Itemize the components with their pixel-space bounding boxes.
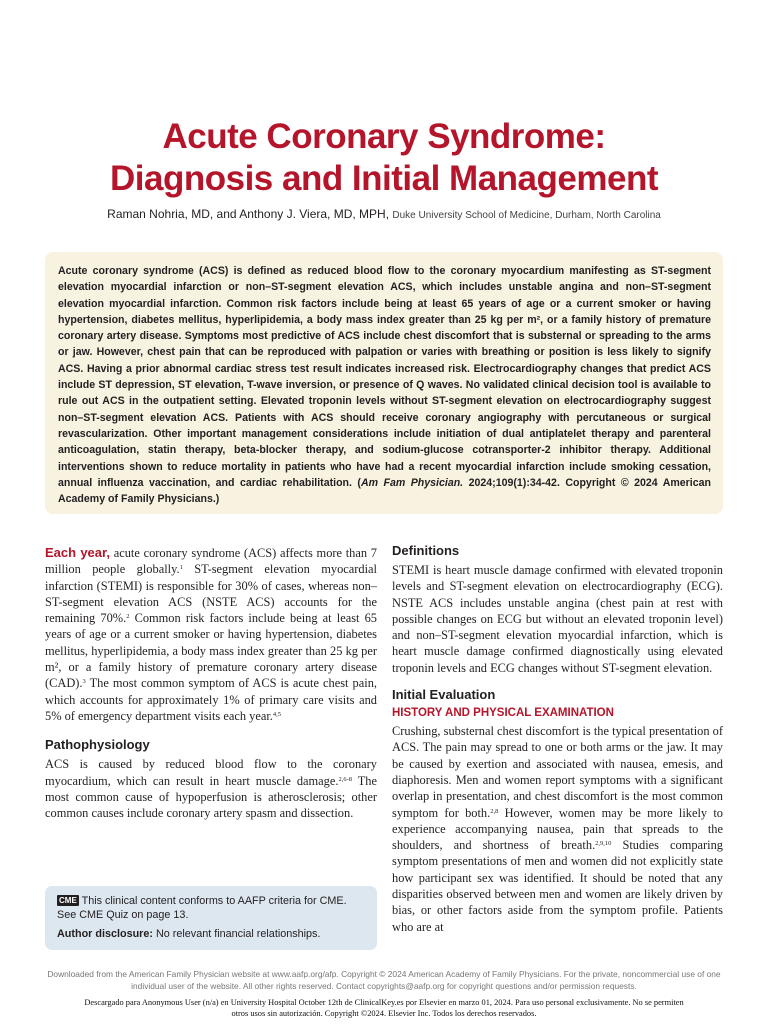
cme-badge: CME: [59, 896, 77, 905]
history-ref-2: 2,9,10: [595, 840, 612, 848]
abstract-text: Acute coronary syndrome (ACS) is defined as reduced blood flow to the coronary myocardium manifesting as ST-segment elevation myocardial infarction or non–ST-segment elevation ACS, which includes unstable angina and non–ST-segment elevation myocardial infarction. Common risk factors include being at least 65 years of age or a current smoker or having hypertension, diabetes mellitus, hyperlipidemia, a body mass index greater than 25 kg per m², or a family history of premature coronary artery disease. Symptoms most predictive of ACS include chest discomfort that is substernal or spreading to the arms or jaw. However, chest pain that can be reproduced with palpation or varies with breathing or position is less likely to signify ACS. Having a prior abnormal cardiac stress test result indicates increased risk. Electrocardiography changes that predict ACS include ST depression, ST elevation, T-wave inversion, or presence of Q waves. No validated clinical decision tool is available to rule out ACS in the outpatient setting. Elevated troponin levels without ST-segment elevation on electrocardiography suggest non–ST-segment elevation ACS. Patients with ACS should receive coronary angiography with percutaneous or surgical revascularization. Other important management considerations include initiation of dual antiplatelet therapy and parenteral anticoagulation, statin therapy, beta-blocker therapy, and sodium-glucose cotransporter-2 inhibitor therapy. Additional interventions shown to reduce mortality in patients who have had a recent myocardial infarction include smoking cessation, annual influenza vaccination, and cardiac rehabilitation. (: [58, 265, 711, 489]
cme-text: This clinical content conforms to AAFP criteria for CME. See CME Quiz on page 13.: [57, 895, 347, 922]
pathophysiology-paragraph: [45, 756, 377, 821]
definitions-heading: Definitions: [392, 543, 460, 558]
cme-statement: [57, 894, 365, 923]
abstract-journal: Am Fam Physician.: [360, 476, 464, 489]
pathophysiology-text-2: The most common cause of hypoperfusion is atherosclerosis; other common causes include coronary artery spasm and dissection.: [45, 773, 377, 821]
history-subheading: HISTORY AND PHYSICAL EXAMINATION: [392, 707, 614, 720]
abstract-citation: 2024;109(1):34-42. Copyright © 2024 American Academy of Family Physicians.): [58, 476, 711, 506]
disclosure-text: No relevant financial relationships.: [152, 927, 321, 940]
download-notice: Descargado para Anonymous User (n/a) en University Hospital October 12th de ClinicalKey.es por Elsevier en marzo 01, 2024. Para uso personal exclusivamente. No se permiten otros usos sin autorización. Copyright ©2024. Elsevier Inc. Todos los derechos reservados.: [84, 998, 684, 1018]
cme-box: [45, 886, 377, 950]
author-affiliation: Duke University School of Medicine, Durham, North Carolina: [392, 210, 661, 221]
history-paragraph: [392, 723, 723, 935]
article-title: [0, 116, 768, 200]
intro-ref-1: 1: [179, 564, 183, 572]
history-text-1: Crushing, substernal chest discomfort is the typical presentation of ACS. The pain may spread to one or both arms or the jaw. It may be caused by exertion and associated with nausea, emesis, and diaphoresis. Men and women report symptoms with a significant overlap in presentation, and chest discomfort is the most common symptom for both.: [392, 724, 723, 820]
intro-text-4: The most common symptom of ACS is acute chest pain, which accounts for approximately 1% of primary care visits and 5% of emergency department visits each year.: [45, 676, 377, 723]
history-text-2: However, women may be more likely to experience accompanying nausea, pain that spreads to the shoulders, and shortness of breath.: [392, 805, 723, 853]
right-column: [392, 543, 723, 935]
pathophysiology-text-1: ACS is caused by reduced blood flow to the coronary myocardium, which can result in heart muscle damage.: [45, 757, 377, 788]
author-names: Raman Nohria, MD, and Anthony J. Viera, MD, MPH,: [107, 207, 390, 221]
intro-text-2: ST-segment elevation myocardial infarction (STEMI) is responsible for 30% of cases, whereas non–ST-segment elevation ACS (NSTE ACS) accounts for the remaining 70%.: [45, 562, 377, 626]
intro-paragraph: [45, 545, 377, 724]
disclosure-label: Author disclosure:: [57, 927, 153, 940]
pathophysiology-ref-1: 2,6-8: [338, 775, 352, 783]
intro-ref-4: 4,5: [272, 710, 282, 718]
title-line-1: Acute Coronary Syndrome:: [162, 117, 606, 156]
intro-lead: Each year,: [45, 545, 110, 560]
copyright-footer: Downloaded from the American Family Physician website at www.aafp.org/afp. Copyright © 2024 American Academy of Family Physicians. For the private, noncommercial use of one individual user of the website. All other rights reserved. Contact copyrights@aafp.org for copyright questions and/or permission requests.: [47, 969, 721, 991]
intro-ref-3: 3: [82, 678, 86, 686]
intro-text-3: Common risk factors include being at least 65 years of age or a current smoker or having hypertension, diabetes mellitus, hyperlipidemia, a body mass index greater than 25 kg per m², or a family history of premature coronary artery disease (CAD).: [45, 611, 377, 691]
intro-text-1: acute coronary syndrome (ACS) affects more than 7 million people globally.: [45, 546, 378, 577]
author-disclosure: [57, 927, 365, 941]
abstract-box: [45, 252, 723, 514]
intro-ref-2: 2: [126, 613, 130, 621]
title-line-2: Diagnosis and Initial Management: [110, 159, 658, 198]
history-ref-1: 2,8: [490, 807, 499, 815]
initial-evaluation-heading: Initial Evaluation: [392, 687, 496, 703]
history-text-3: Studies comparing symptom presentations of men and women did not explicitly state how participant sex was identified. It should be noted that any disparities observed between men and women are likely driven by bias, or other factors aside from the symptom profile. Patients who are at: [392, 838, 723, 934]
definitions-paragraph: STEMI is heart muscle damage confirmed with elevated troponin levels and ST-segment elevation on electrocardiography (ECG). NSTE ACS includes unstable angina (chest pain at rest with possible changes on ECG but without an elevated troponin level) and non–ST-segment elevation myocardial infarction, which is heart muscle damage confirmed diagnostically using elevated troponin levels and ECG changes without ST-segment elevation.: [392, 563, 723, 675]
left-column: [45, 545, 377, 821]
author-line: [0, 207, 768, 221]
pathophysiology-heading: Pathophysiology: [45, 737, 150, 753]
